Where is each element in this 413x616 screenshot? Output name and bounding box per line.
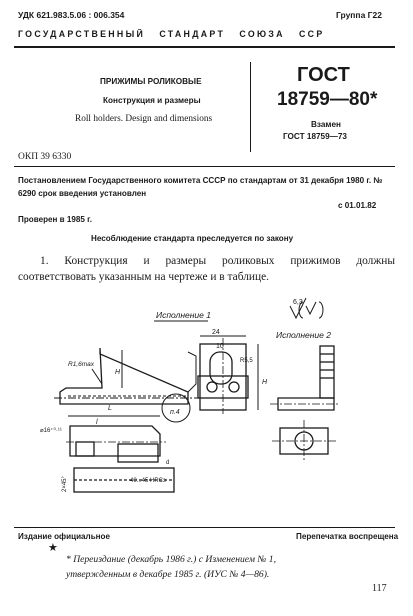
effective-date: с 01.01.82 [338,201,377,210]
title-divider [250,62,251,152]
replaces-label: Взамен [311,120,341,129]
dim-10: 10 [216,343,224,350]
group-code: Группа Г22 [336,10,382,20]
header-rule [14,46,395,48]
replaces-value: ГОСТ 18759—73 [283,132,347,141]
checked-note: Проверен в 1985 г. [18,215,92,224]
roller-end-view [272,420,336,462]
gost-number: 18759—80* [277,89,378,110]
document-title: ПРИЖИМЫ РОЛИКОВЫЕ [100,77,202,86]
edition-note: * Переиздание (декабрь 1986 г.) с Изменением № 1, утвержденным в декабре 1985 г. (ИУС № 4—86). [66,554,276,580]
dim-hrc: 40...45 HRCэ [130,478,167,484]
dim-l1: l [96,419,98,426]
variant-1-label: Исполнение 1 [156,310,211,320]
document-subtitle: Конструкция и размеры [103,96,201,105]
dim-h-side: H [115,369,121,376]
dim-h-front: H [262,379,268,386]
edition-label: Издание официальное [18,532,110,541]
decree-text: Постановлением Государственного комитета СССР по стандартам от 31 декабря 1980 г. № 6290 срок введения установлен [18,176,383,198]
side-view-arm [54,348,200,404]
dim-r16: R1,6max [68,361,95,368]
reprint-label: Перепечатка воспрещена [296,532,399,541]
dim-d: d [166,460,170,466]
udk-code: УДК 621.983.5.06 : 006.354 [18,10,125,20]
roughness-check-icon [306,302,316,314]
variant-2-view [270,346,340,410]
plan-view [66,426,166,462]
footer-rule [14,527,395,528]
dim-r55: R5,5 [240,358,253,364]
document-title-english: Roll holders. Design and dimensions [75,114,213,124]
okp-rule [14,166,395,167]
gost-label: ГОСТ [297,64,350,86]
dim-angle: 2×45° [62,476,68,492]
paragraph-1: 1. Конструкция и размеры роликовых прижимов должны соответствовать указанным на чертеже и в таблице. [18,255,395,283]
legal-warning: Несоблюдение стандарта преследуется по закону [91,234,294,243]
dim-l: L [108,405,112,412]
standard-title: ГОСУДАРСТВЕННЫЙ СТАНДАРТ СОЮЗА ССР [18,29,325,39]
okp-code: ОКП 39 6330 [18,152,72,162]
callout-p4: п.4 [170,409,180,416]
dim-r16-leader [92,369,102,384]
star-mark: ★ [48,542,58,554]
dim-24: 24 [212,329,220,336]
dim-hole: ⌀16⁺⁰·¹¹ [40,428,62,434]
variant-2-label: Исполнение 2 [276,330,331,340]
roughness-value: 6,3 [293,299,303,306]
technical-drawing [40,292,380,507]
page-number: 117 [372,583,387,594]
